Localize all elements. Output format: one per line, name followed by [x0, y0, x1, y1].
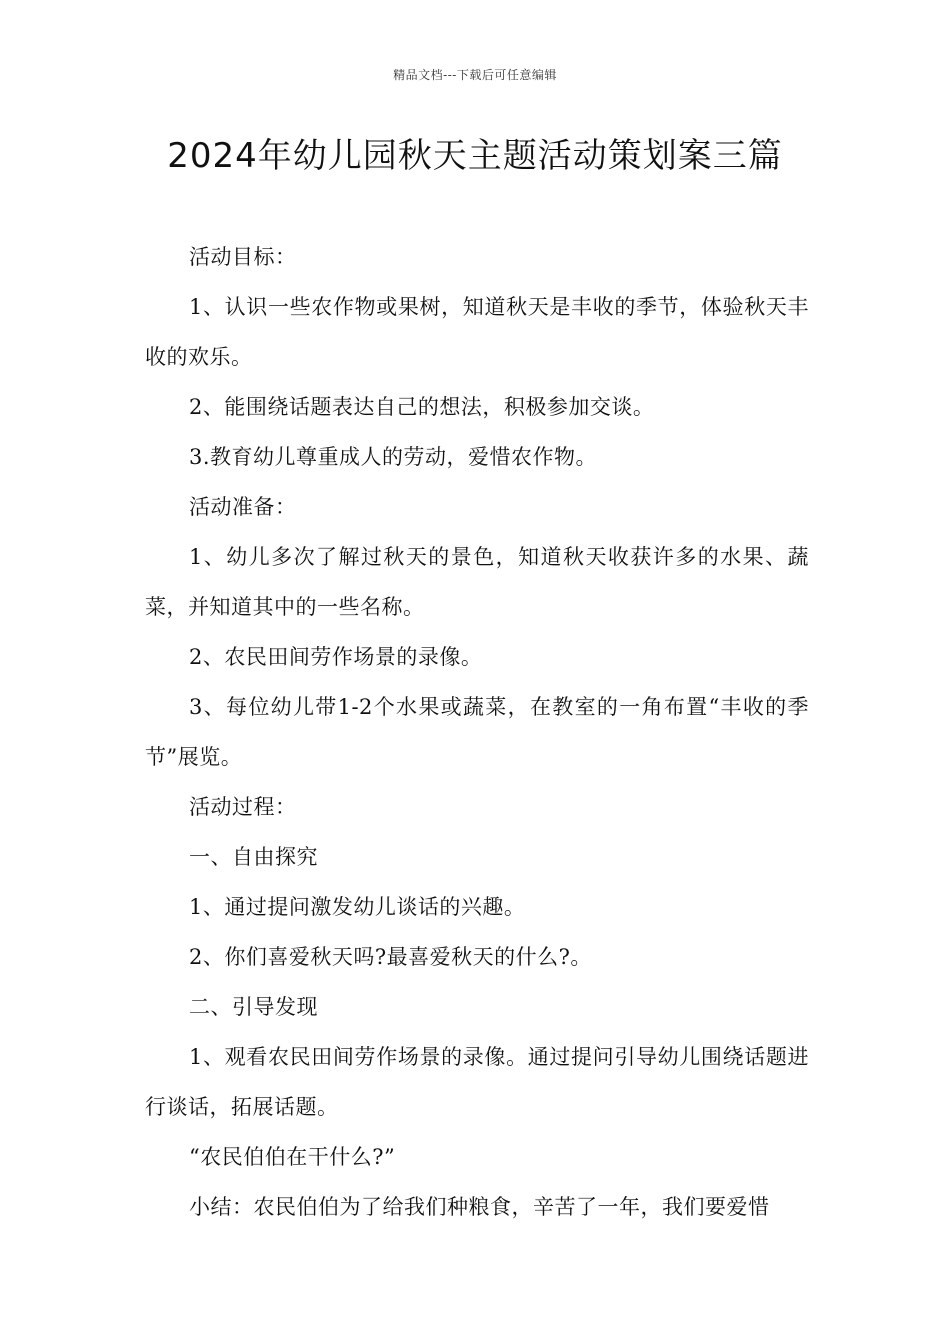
page-header-note: 精品文档---下载后可任意编辑	[393, 68, 557, 82]
paragraph-prep-1: 1、幼儿多次了解过秋天的景色，知道秋天收获许多的水果、蔬菜，并知道其中的一些名称。	[145, 545, 809, 619]
paragraph-section-1-item-1: 1、通过提问激发幼儿谈话的兴趣。	[189, 895, 526, 919]
paragraph-prep-3: 3、每位幼儿带1-2个水果或蔬菜，在教室的一角布置“丰收的季节”展览。	[145, 695, 809, 769]
paragraph-goal-2: 2、能围绕话题表达自己的想法，积极参加交谈。	[189, 395, 655, 419]
document-title: 2024年幼儿园秋天主题活动策划案三篇	[167, 136, 783, 176]
paragraph-process-heading: 活动过程：	[189, 795, 297, 819]
paragraph-goal-1: 1、认识一些农作物或果树，知道秋天是丰收的季节，体验秋天丰收的欢乐。	[145, 295, 809, 369]
paragraph-section-2-heading: 二、引导发现	[189, 995, 318, 1019]
paragraph-prep-heading: 活动准备：	[189, 495, 297, 519]
paragraph-prep-2: 2、农民田间劳作场景的录像。	[189, 645, 483, 669]
paragraph-goals-heading: 活动目标：	[189, 245, 297, 269]
paragraph-section-2-item-1: 1、观看农民田间劳作场景的录像。通过提问引导幼儿围绕话题进行谈话，拓展话题。	[145, 1045, 809, 1119]
document-body	[145, 232, 809, 1232]
paragraph-goal-3: 3.教育幼儿尊重成人的劳动，爱惜农作物。	[189, 445, 598, 469]
paragraph-section-1-item-2: 2、你们喜爱秋天吗?最喜爱秋天的什么?。	[189, 945, 592, 969]
paragraph-question-quote: “农民伯伯在干什么?”	[189, 1145, 396, 1169]
paragraph-summary: 小结：农民伯伯为了给我们种粮食，辛苦了一年，我们要爱惜	[189, 1195, 770, 1219]
paragraph-section-1-heading: 一、自由探究	[189, 845, 318, 869]
